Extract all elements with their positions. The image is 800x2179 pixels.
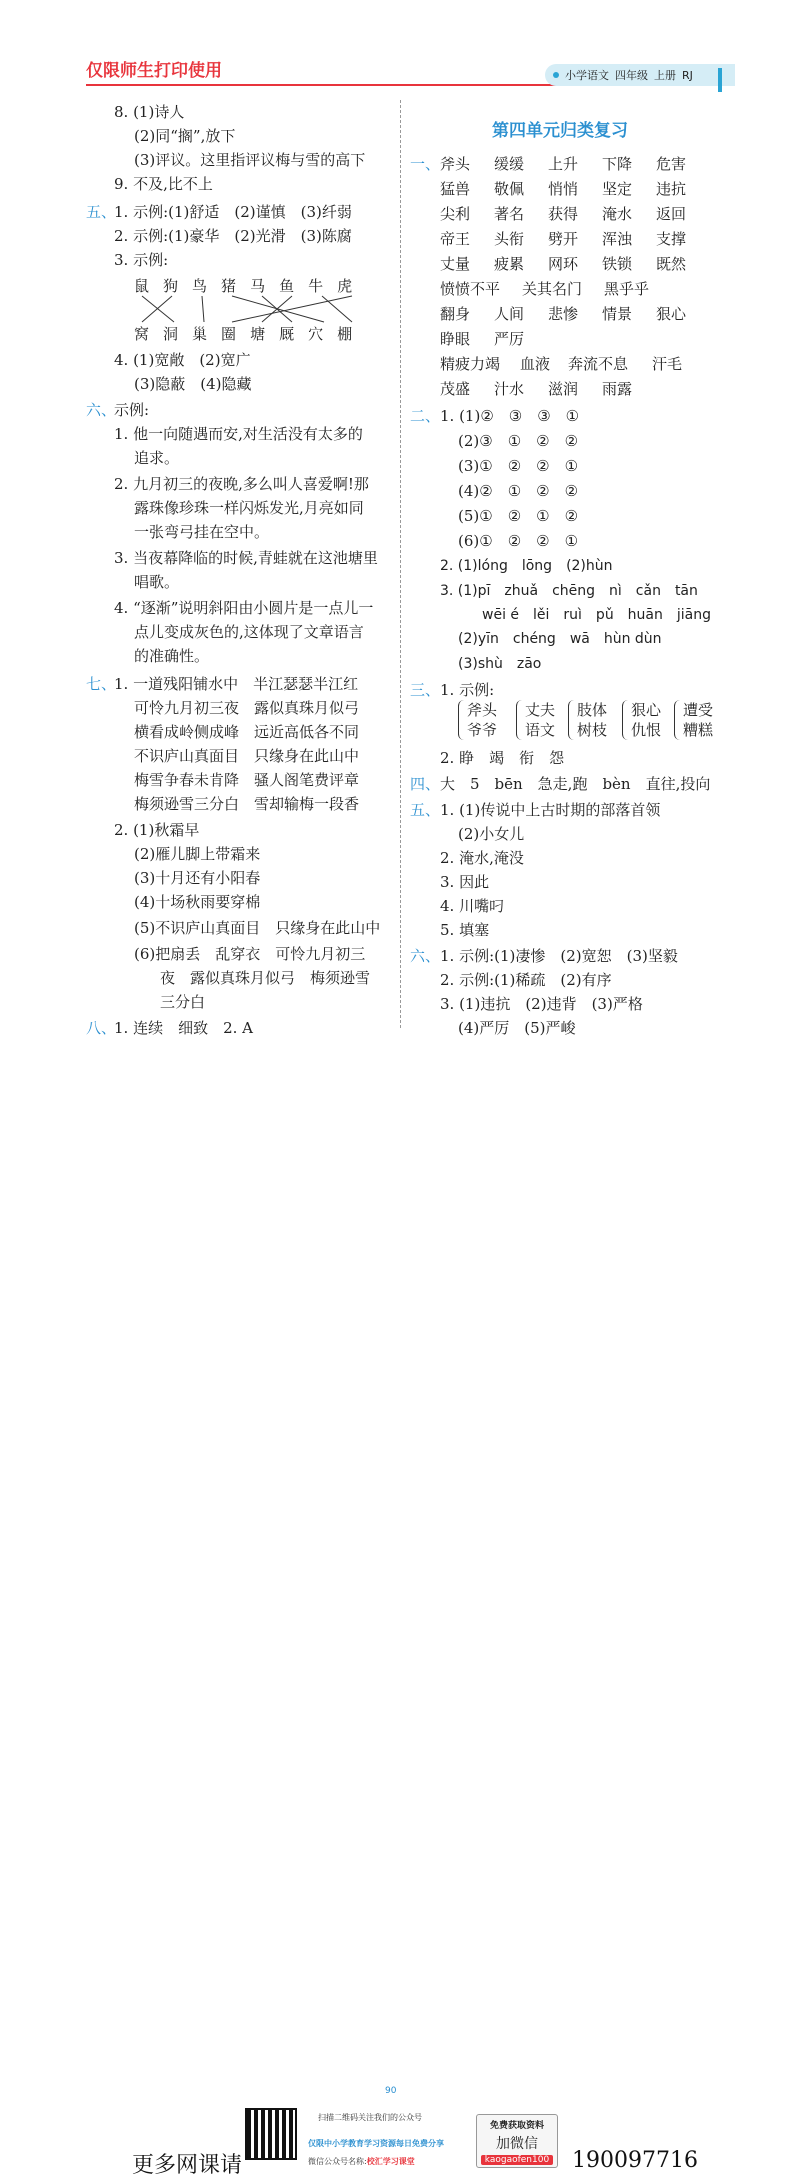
answer-line: 三分白 — [160, 993, 206, 1011]
animal: 鼠 — [134, 277, 164, 295]
section-mark: 七、 — [86, 675, 117, 693]
word: 滋润 — [548, 380, 579, 398]
animal: 牛 — [308, 277, 338, 295]
answer-line: 不识庐山真面目 只缘身在此山中 — [134, 747, 360, 765]
word: 爷爷 — [467, 721, 498, 739]
pinyin-line: (3)shù zāo — [458, 656, 542, 672]
word-row — [440, 152, 710, 176]
home: 厩 — [279, 325, 309, 343]
word: 铁锁 — [602, 255, 633, 273]
answer-line: 1. 示例: — [440, 681, 495, 699]
answer-line: 1. 示例:(1)舒适 (2)谨慎 (3)纤弱 — [114, 203, 352, 221]
wechat-account — [308, 2156, 415, 2167]
answer-line: 一张弯弓挂在空中。 — [134, 523, 270, 541]
answer-line: 梅雪争春未肯降 骚人阁笔费评章 — [134, 771, 360, 789]
answer-line: 唱歌。 — [134, 573, 180, 591]
answer-line: 1. (1)② ③ ③ ① — [440, 407, 580, 425]
word: 翻身 — [440, 305, 471, 323]
word: 愤愤不平 — [440, 280, 501, 298]
answer-line: (2)雁儿脚上带霜来 — [134, 845, 261, 863]
word: 糟糕 — [683, 721, 714, 739]
home: 圈 — [221, 325, 251, 343]
word: 黑乎乎 — [604, 280, 650, 298]
wechat-id: kaogaofen100 — [481, 2155, 553, 2165]
word: 血液 — [520, 355, 551, 373]
home-row — [134, 322, 366, 346]
animal: 鱼 — [279, 277, 309, 295]
word: 淹水 — [602, 205, 633, 223]
word: 获得 — [548, 205, 579, 223]
word: 人间 — [494, 305, 525, 323]
word: 遭受 — [683, 701, 714, 719]
word: 危害 — [656, 155, 687, 173]
answer-line: 夜 露似真珠月似弓 梅须逊雪 — [160, 969, 371, 987]
free-label: 免费获取资料 — [489, 2121, 544, 2131]
word: 仇恨 — [631, 721, 662, 739]
answer-line: 露珠像珍珠一样闪烁发光,月亮如同 — [134, 499, 364, 517]
answer-line: 2. 示例:(1)稀疏 (2)有序 — [440, 971, 612, 989]
word: 返回 — [656, 205, 687, 223]
word: 丈量 — [440, 255, 471, 273]
scan-tip: 扫描二维码关注我们的公众号 — [318, 2113, 422, 2122]
grade-label: 四年级 — [615, 69, 648, 82]
answer-line: 1. 连续 细致 2. A — [114, 1019, 253, 1037]
section-mark: 二、 — [410, 407, 441, 425]
word: 精疲力竭 — [440, 355, 501, 373]
word: 肢体 — [577, 701, 608, 719]
page-header — [0, 0, 800, 96]
section-mark: 六、 — [410, 947, 441, 965]
page-footer — [0, 1050, 800, 2178]
pinyin-line: (2)yīn chéng wā hùn dùn — [458, 631, 662, 647]
answer-line: 梅须逊雪三分白 雪却输梅一段香 — [134, 795, 360, 813]
animal: 猪 — [221, 277, 251, 295]
pinyin-line: wēi é lěi ruì pǔ huān jiāng — [482, 607, 712, 623]
answer-line: (3)① ② ② ① — [458, 457, 579, 475]
word-pair — [568, 700, 607, 740]
word: 关其名门 — [522, 280, 583, 298]
animal: 鸟 — [192, 277, 222, 295]
answer-line: 3. 示例: — [114, 251, 169, 269]
answer-line: 的准确性。 — [134, 647, 210, 665]
word: 支撑 — [656, 230, 687, 248]
word: 疲累 — [494, 255, 525, 273]
add-wechat-label: 加微信 — [496, 2136, 538, 2152]
word-row — [440, 227, 710, 251]
home: 棚 — [337, 325, 367, 343]
word: 树枝 — [577, 721, 608, 739]
word-pair — [622, 700, 661, 740]
word: 上升 — [548, 155, 579, 173]
word: 帝王 — [440, 230, 471, 248]
answer-line: (2)③ ① ② ② — [458, 432, 579, 450]
pinyin-line: 3. (1)pī zhuǎ chēng nì cǎn tān — [440, 583, 698, 599]
word: 奔流不息 — [568, 355, 629, 373]
free-material-box — [476, 2114, 558, 2168]
pinyin-line: 2. (1)lóng lōng (2)hùn — [440, 558, 613, 574]
answer-line: 9. 不及,比不上 — [114, 175, 213, 193]
word: 敬佩 — [494, 180, 525, 198]
share-tip: 仅限中小学教育学习资源每日免费分享 — [308, 2139, 444, 2148]
answer-line: 示例: — [114, 401, 150, 419]
word: 情景 — [602, 305, 633, 323]
animal: 虎 — [337, 277, 367, 295]
qr-code-icon — [245, 2108, 297, 2160]
answer-line: 2. 睁 竭 衔 怨 — [440, 749, 565, 767]
word: 既然 — [656, 255, 687, 273]
term-label: 上册 — [654, 69, 676, 82]
word-row — [440, 302, 710, 326]
word-row — [440, 277, 686, 301]
word: 语文 — [525, 721, 556, 739]
header-accent — [718, 68, 722, 92]
word: 下降 — [602, 155, 633, 173]
contact-number: 190097716 — [572, 2148, 698, 2173]
home: 巢 — [192, 325, 222, 343]
wechat-label: 微信公众号名称: — [308, 2157, 367, 2166]
bullet-icon — [553, 72, 559, 78]
answer-line: 1. 一道残阳铺水中 半江瑟瑟半江红 — [114, 675, 359, 693]
answer-line: 1. (1)传说中上古时期的部落首领 — [440, 801, 661, 819]
answer-line: (3)隐蔽 (4)隐藏 — [134, 375, 252, 393]
animal: 狗 — [163, 277, 193, 295]
answer-line: (5)① ② ① ② — [458, 507, 579, 525]
word: 斧头 — [467, 701, 498, 719]
answer-line: 5. 填塞 — [440, 921, 490, 939]
column-divider — [400, 100, 401, 1028]
answer-line: (4)严厉 (5)严峻 — [458, 1019, 576, 1037]
word: 浑浊 — [602, 230, 633, 248]
word: 严厉 — [494, 330, 525, 348]
answer-line: 3. (1)违抗 (2)违背 (3)严格 — [440, 995, 643, 1013]
unit-title: 第四单元归类复习 — [492, 121, 628, 141]
home: 洞 — [163, 325, 193, 343]
word-row — [440, 327, 548, 351]
word: 悄悄 — [548, 180, 579, 198]
page-number: 90 — [385, 2086, 397, 2096]
word-row — [440, 252, 710, 276]
word: 睁眼 — [440, 330, 471, 348]
home: 塘 — [250, 325, 280, 343]
answer-line: 可怜九月初三夜 露似真珠月似弓 — [134, 699, 360, 717]
word-pair — [674, 700, 713, 740]
word: 悲惨 — [548, 305, 579, 323]
answer-line: 8. (1)诗人 — [114, 103, 185, 121]
answer-line: 2. (1)秋霜早 — [114, 821, 200, 839]
word: 缓缓 — [494, 155, 525, 173]
section-mark: 五、 — [86, 203, 117, 221]
section-mark: 五、 — [410, 801, 441, 819]
word: 著名 — [494, 205, 525, 223]
answer-line: (4)② ① ② ② — [458, 482, 579, 500]
word-row — [440, 202, 710, 226]
word-pair — [458, 700, 497, 740]
animal: 马 — [250, 277, 280, 295]
answer-line: (3)十月还有小阳春 — [134, 869, 261, 887]
answer-line: (4)十场秋雨要穿棉 — [134, 893, 261, 911]
word: 汁水 — [494, 380, 525, 398]
section-mark: 六、 — [86, 401, 117, 419]
answer-line: (3)评议。这里指评议梅与雪的高下 — [134, 151, 366, 169]
section-mark: 一、 — [410, 155, 441, 173]
header-tab — [545, 64, 735, 86]
answer-line: (6)把扇丢 乱穿衣 可怜九月初三 — [134, 945, 366, 963]
wechat-name: 校汇学习课堂 — [366, 2157, 415, 2166]
word-pair — [516, 700, 555, 740]
word: 狠心 — [631, 701, 662, 719]
word: 丈夫 — [525, 701, 556, 719]
answer-line: 4. 川嘴叼 — [440, 897, 505, 915]
word-row — [440, 177, 710, 201]
word: 头衔 — [494, 230, 525, 248]
answer-line: 4. (1)宽敞 (2)宽广 — [114, 351, 251, 369]
more-courses-text: 更多网课请 — [132, 2153, 243, 2178]
home: 穴 — [308, 325, 338, 343]
answer-line: 2. 示例:(1)豪华 (2)光滑 (3)陈腐 — [114, 227, 352, 245]
answer-line: 3. 当夜幕降临的时候,青蛙就在这池塘里 — [114, 549, 378, 567]
word-row — [440, 377, 656, 401]
word: 违抗 — [656, 180, 687, 198]
word: 坚定 — [602, 180, 633, 198]
word: 茂盛 — [440, 380, 471, 398]
answer-line: 大 5 bēn 急走,跑 bèn 直往,投向 — [440, 775, 711, 793]
answer-line: 横看成岭侧成峰 远近高低各不同 — [134, 723, 360, 741]
word: 汗毛 — [652, 355, 683, 373]
answer-line: 3. 因此 — [440, 873, 490, 891]
word: 尖利 — [440, 205, 471, 223]
answer-line: 4. “逐渐”说明斜阳由小圆片是一点儿一 — [114, 599, 374, 617]
word: 劈开 — [548, 230, 579, 248]
answer-line: 追求。 — [134, 449, 180, 467]
section-mark: 八、 — [86, 1019, 117, 1037]
answer-line: 1. 示例:(1)凄惨 (2)宽恕 (3)坚毅 — [440, 947, 678, 965]
answer-line: 点儿变成灰色的,这体现了文章语言 — [134, 623, 364, 641]
answer-line: (5)不识庐山真面目 只缘身在此山中 — [134, 919, 381, 937]
brand-label: 仅限师生打印使用 — [86, 61, 222, 81]
word: 狠心 — [656, 305, 687, 323]
answer-line: (6)① ② ② ① — [458, 532, 579, 550]
home: 窝 — [134, 325, 164, 343]
word: 猛兽 — [440, 180, 471, 198]
section-mark: 三、 — [410, 681, 441, 699]
subject-label: 小学语文 — [565, 69, 609, 82]
word: 斧头 — [440, 155, 471, 173]
answer-line: (2)小女儿 — [458, 825, 525, 843]
word: 网环 — [548, 255, 579, 273]
section-mark: 四、 — [410, 775, 441, 793]
word: 雨露 — [602, 380, 633, 398]
answer-line: (2)同“搁”,放下 — [134, 127, 236, 145]
answer-line: 2. 九月初三的夜晚,多么叫人喜爱啊!那 — [114, 475, 369, 493]
word-row — [440, 352, 700, 376]
answer-line: 2. 淹水,淹没 — [440, 849, 524, 867]
answer-line: 1. 他一向随遇而安,对生活没有太多的 — [114, 425, 363, 443]
edition-label: RJ — [682, 68, 693, 82]
